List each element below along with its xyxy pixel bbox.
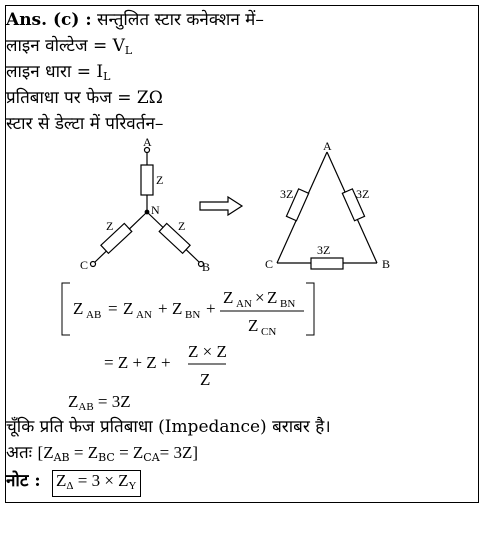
- formula-num-sub-an: AN: [236, 298, 252, 310]
- line-voltage-text: लाइन वोल्टेज = V: [6, 36, 125, 56]
- star-label-z-top: Z: [156, 173, 164, 187]
- line-voltage-sub: L: [124, 44, 133, 57]
- note-formula-box: [52, 470, 140, 497]
- atah-line: अतः $[Z_{AB} = Z_{BC} = Z_{CA}= 3Z]$: [6, 443, 199, 464]
- note-mid: = 3 × Z: [73, 471, 129, 490]
- note-sub-y: Y: [128, 480, 137, 492]
- formula-num-z-bn: Z: [267, 288, 278, 307]
- arrow-icon: [200, 197, 242, 215]
- formula-plus-1: +: [158, 299, 168, 318]
- star-label-z-left: Z: [106, 219, 114, 233]
- atah-label: अतः: [6, 443, 33, 463]
- delta-label-z-right: 3Z: [356, 187, 370, 201]
- atah-sub-ca: CA: [143, 451, 160, 464]
- star-resistor-right: [159, 223, 190, 253]
- star-label-z-right: Z: [178, 219, 186, 233]
- formula-z-ab: Z: [73, 299, 84, 318]
- note-line: [6, 470, 141, 497]
- formula-frac2-den: Z: [200, 370, 211, 389]
- star-label-b: B: [202, 260, 211, 274]
- impedance-line: प्रतिबाधा पर फेज = ZΩ: [6, 88, 163, 108]
- answer-label: Ans. (c) :: [6, 10, 92, 30]
- star-label-n: N: [151, 203, 160, 217]
- star-node-c: [91, 262, 96, 267]
- formula-sub-ab: AB: [86, 309, 102, 321]
- delta-label-a: A: [323, 139, 332, 153]
- atah-sub-bc: BC: [98, 451, 115, 464]
- formula-line2: = Z + Z +: [104, 353, 171, 372]
- formula-times: ×: [255, 288, 265, 307]
- delta-resistor-bottom: [311, 258, 343, 269]
- atah-open: [Z: [37, 443, 54, 462]
- note-z-delta: Z: [56, 471, 67, 490]
- atah-end: = 3Z]: [159, 443, 199, 462]
- formula-plus-2: +: [206, 299, 216, 318]
- star-label-a: A: [143, 135, 152, 149]
- result-line: [68, 392, 131, 417]
- note-sub-delta: Δ: [66, 480, 74, 492]
- result-z: Z: [68, 392, 79, 411]
- formula-z-an: Z: [123, 299, 134, 318]
- formula-frac2-num: Z × Z: [188, 342, 227, 361]
- delta-label-z-bottom: 3Z: [317, 243, 331, 257]
- heading-text: सन्तुलित स्टार कनेक्शन में–: [91, 10, 264, 30]
- formula-sub-bn: BN: [185, 309, 201, 321]
- formula-z-bn: Z: [172, 299, 183, 318]
- result-value: = 3Z: [97, 392, 131, 411]
- star-label-c: C: [80, 258, 89, 272]
- note-label: नोट :: [6, 471, 41, 491]
- atah-sub-ab: AB: [53, 451, 70, 464]
- formula-sub-an: AN: [136, 309, 152, 321]
- star-resistor-top: [141, 165, 153, 195]
- delta-label-c: C: [265, 257, 274, 271]
- conversion-line: स्टार से डेल्टा में परिवर्तन–: [6, 114, 164, 134]
- formula-den-sub-cn: CN: [261, 326, 277, 338]
- delta-label-b: B: [382, 257, 391, 271]
- line-current-text: लाइन धारा = I: [6, 62, 104, 82]
- formula-num-sub-bn: BN: [280, 298, 296, 310]
- delta-label-z-left: 3Z: [280, 187, 294, 201]
- formula-num-z-an: Z: [223, 288, 234, 307]
- line-current-sub: L: [103, 70, 111, 83]
- formula-eq-1: =: [108, 299, 118, 318]
- formula-den-z-cn: Z: [248, 316, 259, 335]
- equal-impedance-line: चूँकि प्रति फेज प्रतिबाधा (Impedance) बराबर है।: [6, 417, 331, 437]
- star-network: [91, 148, 204, 267]
- formula-block: [0, 275, 491, 400]
- result-sub: AB: [78, 401, 94, 413]
